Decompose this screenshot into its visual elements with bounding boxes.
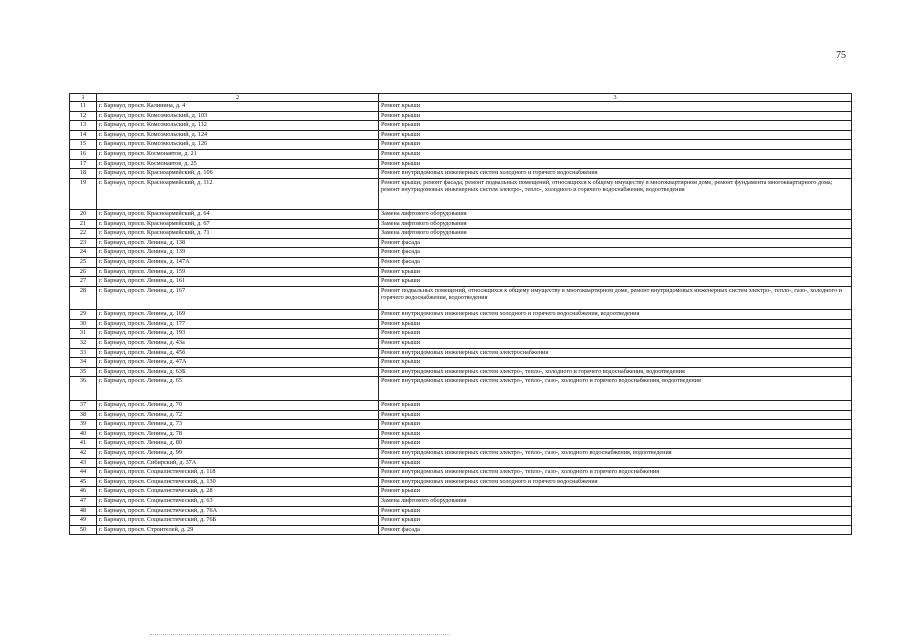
row-work: Ремонт подвальных помещений, относящихся к общему имуществу в многоквартирном доме, ремонт внутридомовых инженерных систем электро-, тепло-, газо-, холодного и горячего водоснабжения, водоотведения [379, 286, 852, 310]
table-row [70, 257, 852, 267]
row-number: 26 [70, 267, 97, 277]
row-address: г. Барнаул, просп. Комсомольский, д. 126 [97, 140, 379, 150]
table-row [70, 121, 852, 131]
row-work: Ремонт крыши [379, 506, 852, 516]
row-address: г. Барнаул, просп. Ленина, д. 138 [97, 238, 379, 248]
table-row [70, 130, 852, 140]
row-work: Ремонт крыши [379, 102, 852, 112]
table-row [70, 169, 852, 179]
row-number: 39 [70, 420, 97, 430]
table-row [70, 229, 852, 239]
row-number: 34 [70, 358, 97, 368]
table-row [70, 458, 852, 468]
row-work: Ремонт крыши [379, 140, 852, 150]
row-number: 25 [70, 257, 97, 267]
row-work: Ремонт внутридомовых инженерных систем электро-, тепло-, газо-, холодного водоснабжения, водоотведения [379, 449, 852, 459]
table-header-row [70, 94, 852, 102]
table-row [70, 429, 852, 439]
table-row [70, 310, 852, 320]
row-number: 19 [70, 178, 97, 209]
row-work: Ремонт крыши [379, 410, 852, 420]
row-number: 31 [70, 329, 97, 339]
row-number: 29 [70, 310, 97, 320]
table-row [70, 238, 852, 248]
row-work: Ремонт крыши [379, 277, 852, 287]
row-work: Ремонт крыши [379, 358, 852, 368]
row-number: 15 [70, 140, 97, 150]
row-work: Ремонт внутридомовых инженерных систем электро-, тепло-, газо-, холодного и горячего водоснабжения, водоотведения [379, 377, 852, 401]
row-work: Ремонт внутридомовых инженерных систем электро-, тепло-, холодного и горячего водоснабжения, водоотведения [379, 367, 852, 377]
row-address: г. Барнаул, просп. Ленина, д. 99 [97, 449, 379, 459]
row-address: г. Барнаул, просп. Красноармейский, д. 71 [97, 229, 379, 239]
row-work: Ремонт крыши [379, 339, 852, 349]
row-address: г. Барнаул, просп. Красноармейский, д. 67 [97, 219, 379, 229]
row-address: г. Барнаул, просп. Ленина, д. 167 [97, 286, 379, 310]
row-address: г. Барнаул, просп. Ленина, д. 177 [97, 319, 379, 329]
table-row [70, 178, 852, 209]
table-row [70, 525, 852, 535]
row-address: г. Барнаул, просп. Красноармейский, д. 64 [97, 209, 379, 219]
row-number: 11 [70, 102, 97, 112]
row-work: Ремонт внутридомовых инженерных систем электроснабжения [379, 348, 852, 358]
table-row [70, 339, 852, 349]
row-work: Ремонт внутридомовых инженерных систем холодного и горячего водоснабжения [379, 477, 852, 487]
table-row [70, 410, 852, 420]
table-row [70, 401, 852, 411]
row-work: Ремонт фасада [379, 525, 852, 535]
row-address: г. Барнаул, просп. Комсомольский, д. 112 [97, 121, 379, 131]
row-number: 13 [70, 121, 97, 131]
row-number: 43 [70, 458, 97, 468]
table-row [70, 516, 852, 526]
table-row [70, 420, 852, 430]
row-number: 40 [70, 429, 97, 439]
table-row [70, 159, 852, 169]
table-row [70, 267, 852, 277]
row-work: Замена лифтового оборудования [379, 229, 852, 239]
table-row [70, 477, 852, 487]
row-work: Ремонт крыши; ремонт фасада; ремонт подвальных помещений, относящихся к общему имуществу в многоквартирном доме, ремонт фундамента многоквартирного дома; ремонт внутридомовых инженерных систем электро-, тепло-, холодного и горячего водоснабжения, водоотведения [379, 178, 852, 209]
row-work: Ремонт крыши [379, 487, 852, 497]
row-address: г. Барнаул, просп. Социалистический, д. 118 [97, 468, 379, 478]
row-work: Ремонт фасада [379, 257, 852, 267]
table-row [70, 496, 852, 506]
row-work: Замена лифтового оборудования [379, 219, 852, 229]
row-number: 35 [70, 367, 97, 377]
row-number: 30 [70, 319, 97, 329]
row-number: 23 [70, 238, 97, 248]
row-address: г. Барнаул, просп. Ленина, д. 161 [97, 277, 379, 287]
row-number: 48 [70, 506, 97, 516]
row-address: г. Барнаул, просп. Ленина, д. 193 [97, 329, 379, 339]
row-number: 16 [70, 149, 97, 159]
table-row [70, 329, 852, 339]
row-number: 42 [70, 449, 97, 459]
row-address: г. Барнаул, просп. Ленина, д. 70 [97, 401, 379, 411]
row-address: г. Барнаул, просп. Социалистический, д. 76А [97, 506, 379, 516]
row-address: г. Барнаул, просп. Ленина, д. 73 [97, 420, 379, 430]
row-address: г. Барнаул, просп. Ленина, д. 45б [97, 348, 379, 358]
row-number: 49 [70, 516, 97, 526]
table-row [70, 286, 852, 310]
row-address: г. Барнаул, просп. Ленина, д. 147А [97, 257, 379, 267]
row-address: г. Барнаул, просп. Социалистический, д. 76Б [97, 516, 379, 526]
row-address: г. Барнаул, просп. Комсомольский, д. 124 [97, 130, 379, 140]
row-work: Ремонт крыши [379, 516, 852, 526]
row-number: 27 [70, 277, 97, 287]
row-work: Ремонт фасада [379, 238, 852, 248]
row-address: г. Барнаул, просп. Ленина, д. 43а [97, 339, 379, 349]
table-row [70, 449, 852, 459]
row-work: Ремонт крыши [379, 159, 852, 169]
row-number: 21 [70, 219, 97, 229]
row-address: г. Барнаул, просп. Ленина, д. 72 [97, 410, 379, 420]
row-work: Ремонт крыши [379, 111, 852, 121]
row-number: 36 [70, 377, 97, 401]
table-row [70, 506, 852, 516]
table-row [70, 277, 852, 287]
row-address: г. Барнаул, просп. Красноармейский, д. 106 [97, 169, 379, 179]
row-work: Ремонт внутридомовых инженерных систем электро-, тепло-, газо-, холодного и горячего водоснабжения [379, 468, 852, 478]
row-number: 46 [70, 487, 97, 497]
table-row [70, 367, 852, 377]
row-work: Ремонт крыши [379, 130, 852, 140]
row-work: Ремонт крыши [379, 401, 852, 411]
table-row [70, 209, 852, 219]
row-number: 50 [70, 525, 97, 535]
row-number: 22 [70, 229, 97, 239]
row-address: г. Барнаул, просп. Социалистический, д. 28 [97, 487, 379, 497]
row-address: г. Барнаул, просп. Ленина, д. 65 [97, 377, 379, 401]
header-col-number: 1 [70, 94, 97, 102]
works-table-body [70, 94, 852, 535]
table-row [70, 140, 852, 150]
table-row [70, 358, 852, 368]
row-number: 38 [70, 410, 97, 420]
row-address: г. Барнаул, просп. Ленина, д. 78 [97, 429, 379, 439]
row-number: 37 [70, 401, 97, 411]
row-number: 44 [70, 468, 97, 478]
row-number: 45 [70, 477, 97, 487]
row-work: Ремонт крыши [379, 267, 852, 277]
table-row [70, 377, 852, 401]
table-row [70, 348, 852, 358]
row-number: 32 [70, 339, 97, 349]
works-table [69, 93, 852, 535]
table-row [70, 439, 852, 449]
table-row [70, 102, 852, 112]
row-number: 24 [70, 248, 97, 258]
row-work: Замена лифтового оборудования [379, 209, 852, 219]
table-row [70, 487, 852, 497]
row-address: г. Барнаул, просп. Ленина, д. 139 [97, 248, 379, 258]
row-number: 14 [70, 130, 97, 140]
row-address: г. Барнаул, просп. Ленина, д. 169 [97, 310, 379, 320]
header-col-work: 3 [379, 94, 852, 102]
row-address: г. Барнаул, просп. Космонавтов, д. 25 [97, 159, 379, 169]
row-number: 17 [70, 159, 97, 169]
table-row [70, 319, 852, 329]
row-work: Ремонт внутридомовых инженерных систем холодного и горячего водоснабжения, водоотведения [379, 310, 852, 320]
row-address: г. Барнаул, просп. Ленина, д. 63Б [97, 367, 379, 377]
row-work: Ремонт внутридомовых инженерных систем холодного и горячего водоснабжения [379, 169, 852, 179]
row-work: Замена лифтового оборудования [379, 496, 852, 506]
row-work: Ремонт крыши [379, 429, 852, 439]
table-row [70, 468, 852, 478]
row-number: 41 [70, 439, 97, 449]
row-address: г. Барнаул, просп. Социалистический, д. 130 [97, 477, 379, 487]
row-work: Ремонт крыши [379, 458, 852, 468]
row-work: Ремонт крыши [379, 329, 852, 339]
row-work: Ремонт фасада [379, 248, 852, 258]
row-address: г. Барнаул, просп. Калинина, д. 4 [97, 102, 379, 112]
row-address: г. Барнаул, просп. Красноармейский, д. 112 [97, 178, 379, 209]
row-work: Ремонт крыши [379, 149, 852, 159]
bottom-scan-mark [150, 634, 450, 636]
row-number: 20 [70, 209, 97, 219]
table-row [70, 248, 852, 258]
row-address: г. Барнаул, просп. Космонавтов, д. 21 [97, 149, 379, 159]
row-address: г. Барнаул, просп. Социалистический, д. 63 [97, 496, 379, 506]
row-work: Ремонт крыши [379, 121, 852, 131]
row-number: 28 [70, 286, 97, 310]
row-number: 47 [70, 496, 97, 506]
table-row [70, 219, 852, 229]
row-number: 18 [70, 169, 97, 179]
table-row [70, 149, 852, 159]
row-address: г. Барнаул, просп. Ленина, д. 47А [97, 358, 379, 368]
row-work: Ремонт крыши [379, 439, 852, 449]
table-row [70, 111, 852, 121]
page-number: 75 [836, 50, 846, 61]
row-work: Ремонт крыши [379, 420, 852, 430]
row-address: г. Барнаул, просп. Комсомольский, д. 103 [97, 111, 379, 121]
row-address: г. Барнаул, просп. Ленина, д. 159 [97, 267, 379, 277]
header-col-address: 2 [97, 94, 379, 102]
row-address: г. Барнаул, просп. Строителей, д. 29 [97, 525, 379, 535]
row-address: г. Барнаул, просп. Сибирский, д. 37А [97, 458, 379, 468]
row-number: 12 [70, 111, 97, 121]
row-work: Ремонт крыши [379, 319, 852, 329]
row-number: 33 [70, 348, 97, 358]
row-address: г. Барнаул, просп. Ленина, д. 80 [97, 439, 379, 449]
